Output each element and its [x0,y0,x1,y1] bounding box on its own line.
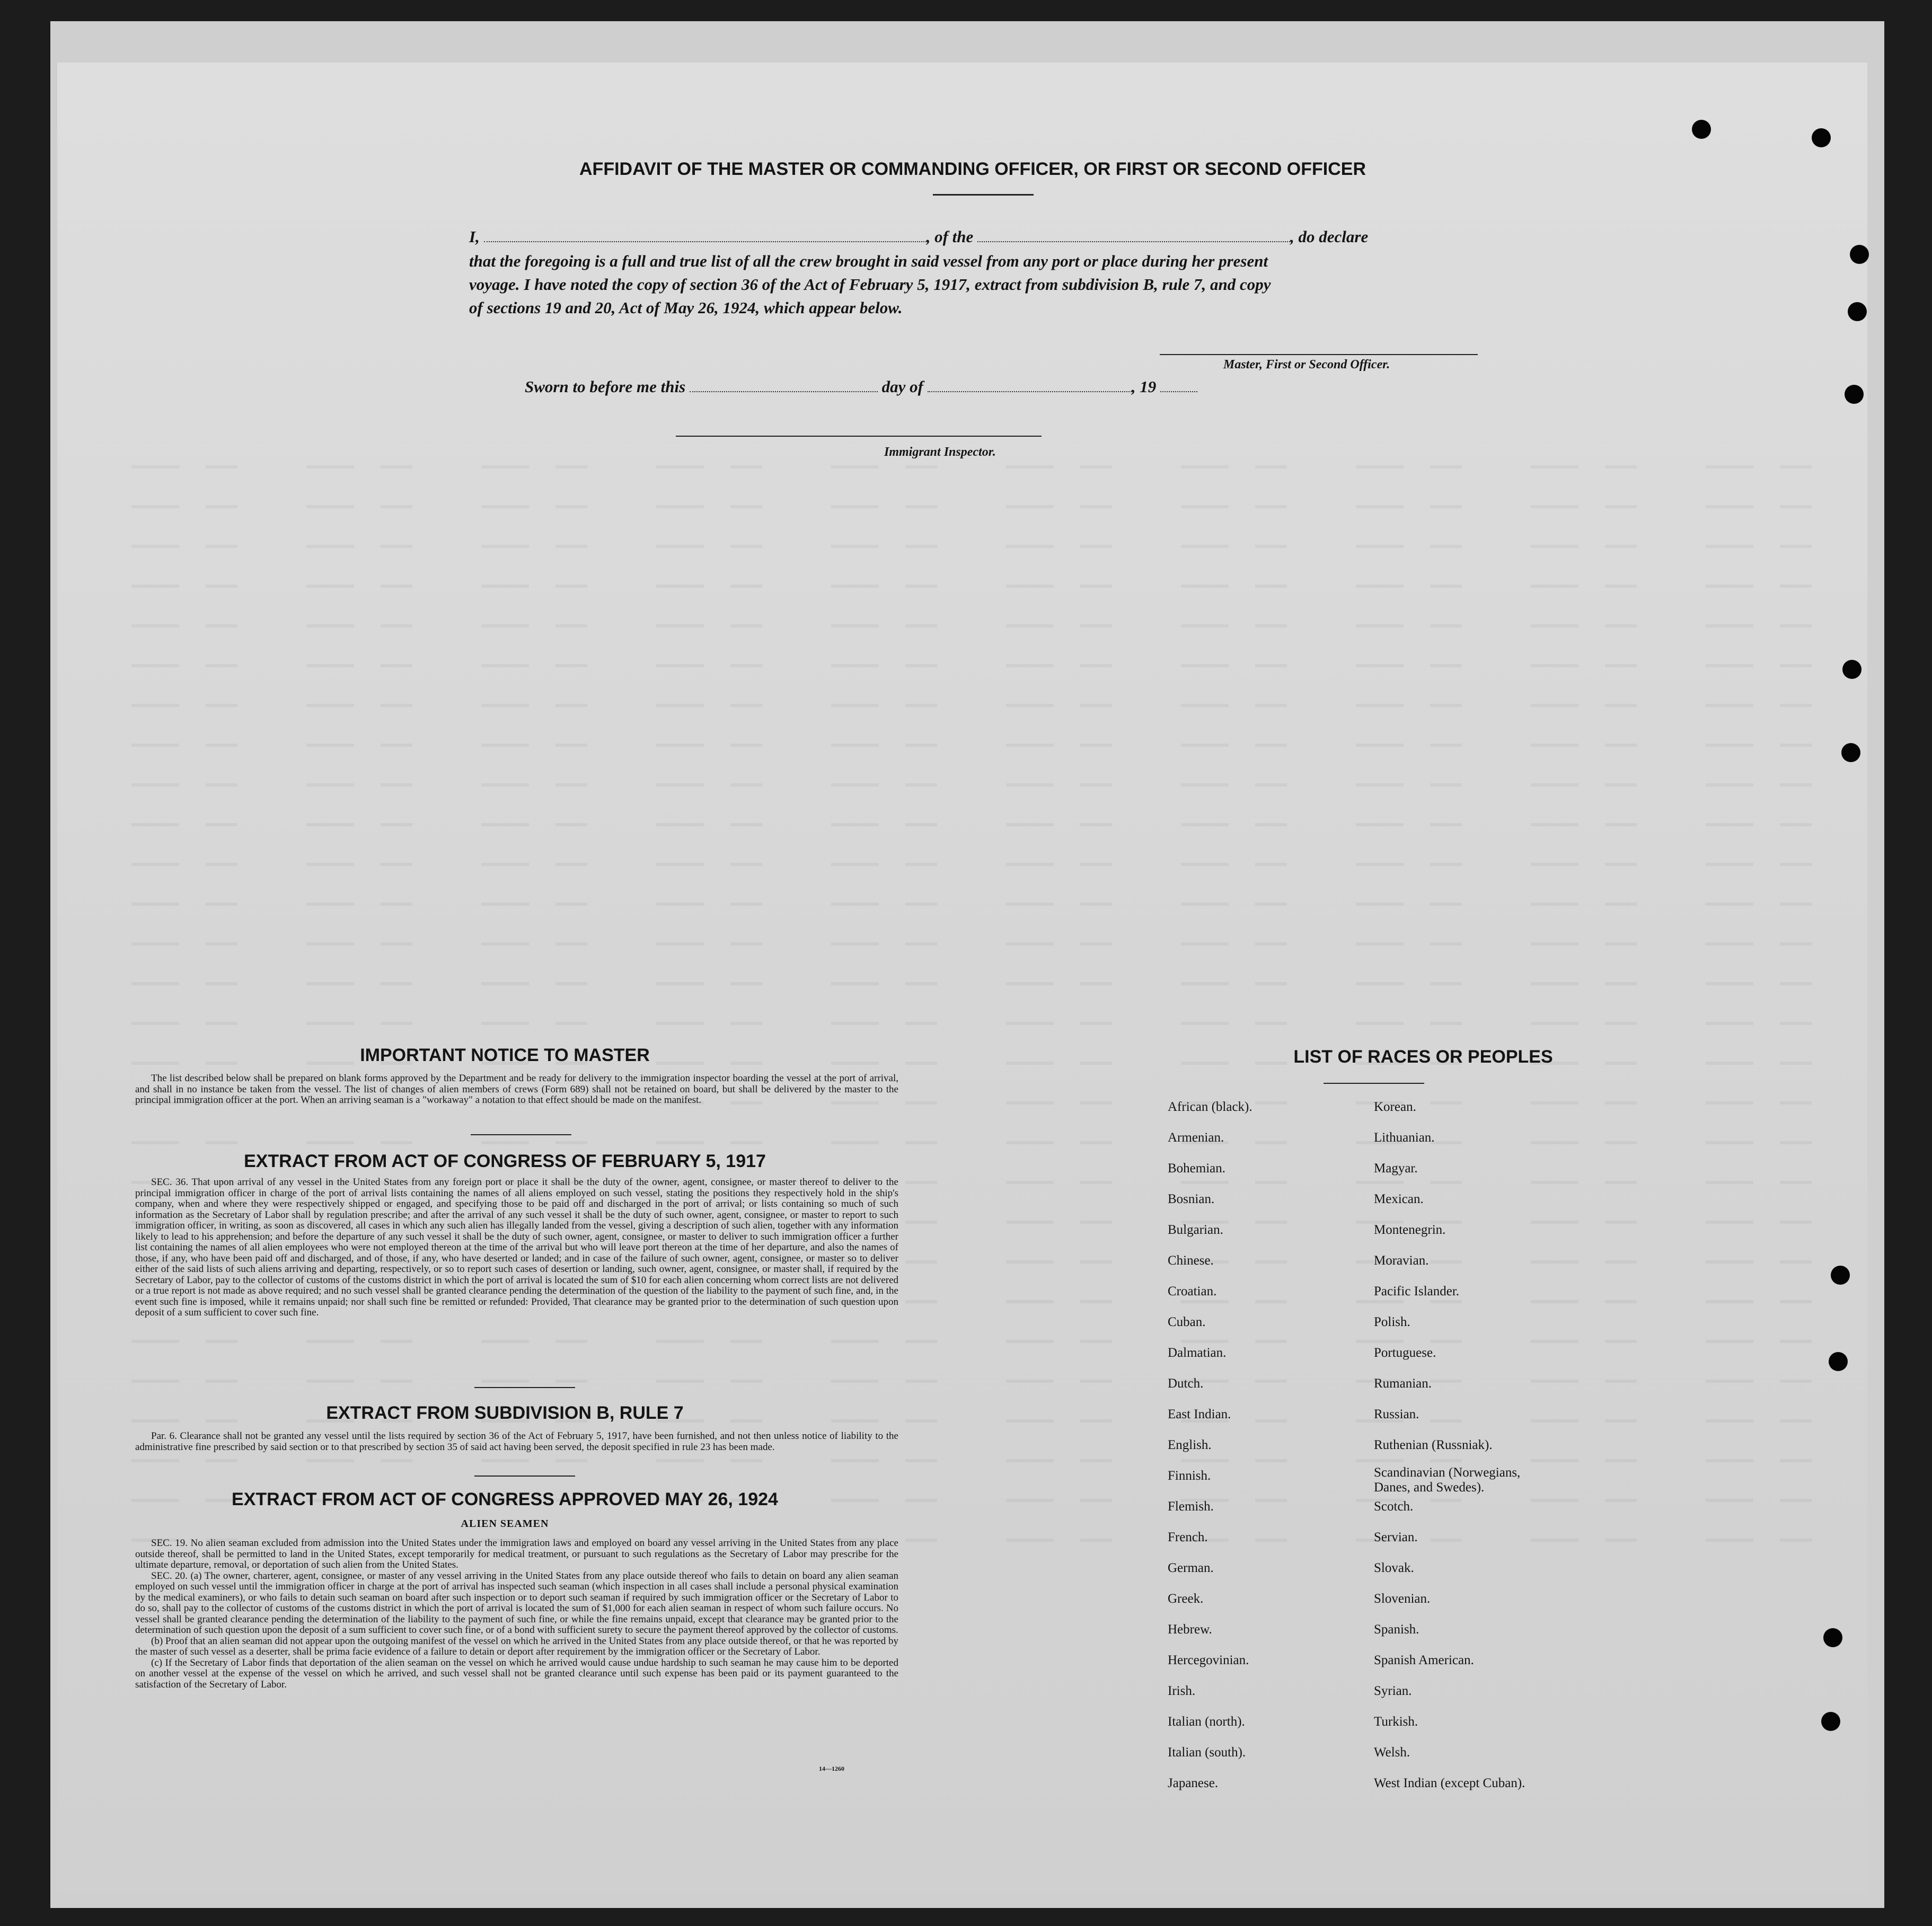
divider-rule [474,1476,575,1477]
race-item: Dutch. [1168,1376,1204,1391]
race-item: Servian. [1374,1530,1418,1544]
show-through-row [131,1022,1836,1025]
divider-rule [474,1387,575,1388]
race-item: Scandinavian (Norwegians, [1374,1465,1521,1480]
sworn-day-field[interactable] [690,377,878,392]
race-item: English. [1168,1438,1212,1452]
extract-rule7-text: Par. 6. Clearance shall not be granted any vessel until the lists required by section 36 of the Act of February 5, 1917, have been furnished, and not then unless notice of liability to the administrative fine prescribed by said section or to that prescribed by section 35 of said act having been served, the deposit specified in rule 23 has been made. [135,1430,898,1453]
extract-1917-title: EXTRACT FROM ACT OF CONGRESS OF FEBRUARY 5, 1917 [244,1151,766,1171]
race-item: Armenian. [1168,1130,1224,1145]
race-item: West Indian (except Cuban). [1374,1776,1525,1790]
race-item: Croatian. [1168,1284,1217,1298]
punch-hole [1692,120,1711,139]
show-through-row [131,1459,1836,1462]
show-through-row [131,744,1836,747]
race-item: Slovak. [1374,1561,1414,1575]
race-item: Moravian. [1374,1253,1429,1268]
affidavit-of-the: , of the [926,227,974,246]
show-through-row [131,863,1836,866]
sworn-line [525,375,1197,399]
race-item: Flemish. [1168,1499,1214,1514]
inspector-caption: Immigrant Inspector. [884,445,996,459]
punch-hole [1823,1628,1842,1647]
show-through-row [131,704,1836,707]
race-item: Dalmatian. [1168,1346,1227,1360]
affidavit-title: AFFIDAVIT OF THE MASTER OR COMMANDING OFFICER, OR FIRST OR SECOND OFFICER [579,159,1366,179]
show-through-row [131,1380,1836,1383]
extract-1924-paragraph: (c) If the Secretary of Labor finds that deportation of the alien seaman on the vessel on which he arrived would cause undue hardship to such seaman he may cause him to be deported on another vessel at the expense of the vessel on which he arrived, and such vessel shall not be granted clearance until such expense has been paid or its payment guaranteed to the satisfaction of the Secretary of Labor. [135,1657,898,1690]
race-item: Welsh. [1374,1745,1410,1760]
master-caption: Master, First or Second Officer. [1223,358,1390,372]
extract-1924-subtitle: ALIEN SEAMEN [461,1518,549,1530]
race-item: Magyar. [1374,1161,1418,1176]
race-item: Italian (north). [1168,1715,1245,1729]
inspector-signature-line [676,436,1042,437]
sworn-year-field[interactable] [1160,377,1197,392]
master-signature-line [1160,354,1478,355]
race-item: Rumanian. [1374,1376,1432,1391]
divider-rule [471,1134,571,1135]
race-item: Korean. [1374,1100,1416,1114]
race-item: Bosnian. [1168,1192,1215,1206]
year-prefix: , 19 [1131,377,1157,396]
punch-hole [1829,1352,1848,1371]
punch-hole [1848,302,1867,321]
race-item: Spanish. [1374,1622,1419,1637]
race-item: Bulgarian. [1168,1223,1223,1237]
race-item: Danes, and Swedes). [1374,1480,1485,1495]
race-item: Finnish. [1168,1469,1211,1483]
extract-1924-body [135,1538,898,1690]
punch-hole [1831,1266,1850,1285]
race-item: Scotch. [1374,1499,1414,1514]
show-through-row [131,545,1836,548]
show-through-row [131,1340,1836,1343]
affidavit-line-2: that the foregoing is a full and true list of all the crew brought in said vessel from any port or place during her present [469,252,1268,270]
race-item: Cuban. [1168,1315,1206,1329]
show-through-row [131,624,1836,628]
race-item: Montenegrin. [1374,1223,1446,1237]
punch-hole [1841,743,1860,762]
races-rule [1324,1083,1424,1084]
title-rule [933,194,1034,196]
race-item: Hebrew. [1168,1622,1212,1637]
show-through-row [131,505,1836,508]
affidavit-i: I, [469,227,480,246]
race-item: Chinese. [1168,1253,1214,1268]
day-of-text: day of [881,377,923,396]
extract-1924-paragraph: SEC. 20. (a) The owner, charterer, agent, consignee, or master of any vessel arriving in the United States from any place outside thereof who fails to detain on board any alien seaman employed on such vessel until the immigration officer in charge at the port of arrival has inspected such seaman (which inspection in all cases shall include a personal physical examination by the medical examiners), or who fails to detain such seaman on board after such inspection or to deport such seaman if required by such immigration officer or the Secretary of Labor to do so, shall pay to the collector of customs of the customs district in which the port of arrival is located the sum of $1,000 for each alien seaman in respect of whom such failure occurs. No vessel shall be granted clearance pending the determination of the liability to the payment of such fine, or while the fine remains unpaid, except that clearance may be granted prior to the determination of such question upon the deposit of a sum sufficient to cover such fine, or of a bond with sufficient surety to secure the payment thereof approved by the collector of customs. [135,1570,898,1636]
affidavit-line-4: of sections 19 and 20, Act of May 26, 1924, which appear below. [469,298,903,317]
race-item: Turkish. [1374,1715,1418,1729]
show-through-row [131,783,1836,787]
vessel-field[interactable] [977,227,1290,242]
show-through-row [131,1141,1836,1144]
extract-rule7-body [135,1431,898,1453]
form-number: 14—1260 [819,1765,844,1772]
punch-hole [1821,1712,1840,1731]
notice-body [135,1073,898,1106]
race-item: Polish. [1374,1315,1410,1329]
punch-hole [1842,660,1862,679]
sworn-text: Sworn to before me this [525,377,686,396]
race-item: East Indian. [1168,1407,1231,1421]
extract-1917-text: SEC. 36. That upon arrival of any vessel in the United States from any foreign port or place it shall be the duty of the owner, agent, consignee, or master thereof to deliver to the principal immigration officer in charge of the port of arrival lists containing the names of all aliens employed on such vessel, stating the positions they respectively hold in the ship's company, when and where they were respectively shipped or engaged, and specifying those to be paid off and discharged in the port of arrival; or lists containing so much of such information as the Secretary of Labor shall by regulation prescribe; and after the arrival of any such vessel it shall be the duty of such owner, agent, consignee, or master to report to such immigration officer, in writing, as soon as discovered, all cases in which any such alien has illegally landed from the vessel, giving a description of such alien, together with any information likely to lead to his apprehension; and before the departure of any such vessel it shall be the duty of such owner, agent, consignee, or master to deliver to such immigration officer a further list containing the names of all alien employees who were not employed thereon at the time of the arrival but who will leave port thereon at the time of her departure, and also the names of those, if any, who have been paid off and discharged, and of those, if any, who have deserted or landed; and in case of the failure of such owner, agent, consignee, or master so to deliver either of the said lists of such aliens arriving and departing, respectively, or so to report such cases of desertion or landing, such owner, agent, consignee, or master shall, if required by the Secretary of Labor, pay to the collector of customs of the customs district in which the port of arrival is located the sum of $10 for each alien concerning whom correct lists are not delivered or a true report is not made as above required; and no such vessel shall be granted clearance pending the determination of the question of the liability to the payment of such fine, and, in the event such fine is imposed, while it remains unpaid; nor shall such fine be remitted or refunded: Provided, That clearance may be granted prior to the determination of such question upon deposit of a sum sufficient to cover such fine. [135,1177,898,1318]
affidavit-line-1 [469,225,1368,249]
race-item: Ruthenian (Russniak). [1374,1438,1493,1452]
punch-hole [1812,128,1831,147]
race-item: French. [1168,1530,1208,1544]
show-through-row [131,942,1836,946]
punch-hole [1845,385,1864,404]
race-item: Lithuanian. [1374,1130,1435,1145]
notice-title: IMPORTANT NOTICE TO MASTER [360,1045,650,1065]
show-through-row [131,585,1836,588]
race-item: Greek. [1168,1592,1204,1606]
extract-1924-title: EXTRACT FROM ACT OF CONGRESS APPROVED MAY 26, 1924 [232,1489,778,1509]
races-title: LIST OF RACES OR PEOPLES [1293,1047,1553,1067]
race-item: Russian. [1374,1407,1419,1421]
show-through-row [131,903,1836,906]
extract-1917-body [135,1177,898,1319]
race-item: African (black). [1168,1100,1252,1114]
extract-1924-paragraph: (b) Proof that an alien seaman did not appear upon the outgoing manifest of the vessel on which he arrived in the United States from any place outside thereof, or that he was reported by the master of such vessel as a deserter, shall be prima facie evidence of a failure to detain or deport after requirement by the immigration officer or the Secretary of Labor. [135,1635,898,1657]
race-item: Mexican. [1374,1192,1424,1206]
race-item: Japanese. [1168,1776,1219,1790]
race-item: German. [1168,1561,1214,1575]
affidavit-line-3: voyage. I have noted the copy of section 36 of the Act of February 5, 1917, extract from subdivision B, rule 7, and copy [469,275,1271,294]
name-field[interactable] [484,227,927,242]
race-item: Portuguese. [1374,1346,1436,1360]
race-item: Irish. [1168,1684,1196,1698]
race-item: Slovenian. [1374,1592,1431,1606]
notice-text: The list described below shall be prepared on blank forms approved by the Department and be ready for delivery to the immigration inspector boarding the vessel at the port of arrival, and shall in no instance be taken from the vessel. The list of changes of alien members of crews (Form 689) shall not be retained on board, but shall be delivered by the master to the principal immigration officer at the port. When an arriving seaman is a "workaway" a notation to that effect should be made on the manifest. [135,1073,898,1106]
show-through-row [131,982,1836,985]
show-through-row [131,465,1836,469]
sworn-month-field[interactable] [928,377,1132,392]
show-through-row [131,823,1836,826]
punch-hole [1850,245,1869,264]
race-item: Italian (south). [1168,1745,1246,1760]
extract-rule7-title: EXTRACT FROM SUBDIVISION B, RULE 7 [326,1403,684,1423]
race-item: Hercegovinian. [1168,1653,1249,1667]
race-item: Syrian. [1374,1684,1412,1698]
affidavit-declare: , do declare [1290,227,1369,246]
race-item: Spanish American. [1374,1653,1474,1667]
extract-1924-paragraph: SEC. 19. No alien seaman excluded from admission into the United States under the immigration laws and employed on board any vessel arriving in the United States from any place outside thereof, shall be permitted to land in the United States, except temporarily for medical treatment, or pursuant to such regulations as the Secretary of Labor may prescribe for the ultimate departure, removal, or deportation of such alien from the United States. [135,1538,898,1570]
show-through-row [131,664,1836,667]
race-item: Pacific Islander. [1374,1284,1460,1298]
race-item: Bohemian. [1168,1161,1226,1176]
